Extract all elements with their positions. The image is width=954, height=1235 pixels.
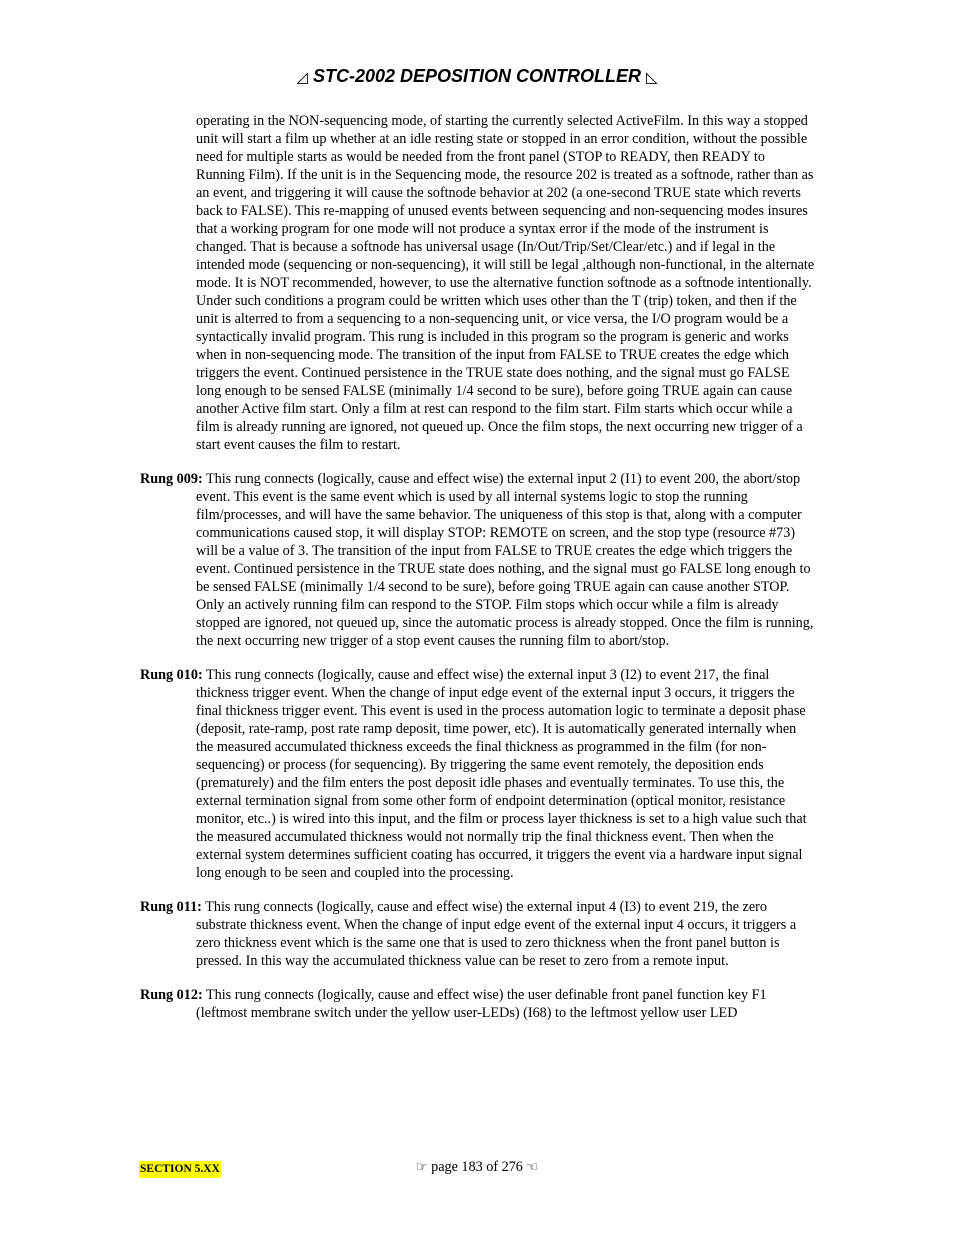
paragraph-text: This rung connects (logically, cause and effect wise) the user definable front panel function key F1 (leftmost membrane switch under the yellow user-LEDs) (I68) to the leftmost yellow user LED <box>196 987 767 1021</box>
paragraph-text: This rung connects (logically, cause and effect wise) the external input 3 (I2) to event 217, the final thickness trigger event. When the change of input edge event of the external input 3 occurs, it triggers the final thickness trigger event. This event is used in the process automation logic to terminate a deposit phase (deposit, rate-ramp, post rate ramp deposit, time power, etc). It is automatically generated internally when the measured accumulated thickness exceeds the final thickness as programmed in the film (for non-sequencing) or process (for sequencing). By triggering the same event remotely, the deposition ends (prematurely) and the film enters the post deposit idle phases and eventually terminates. To use this, the external termination signal from some other form of endpoint determination (optical monitor, resistance monitor, etc..) is wired into this input, and the film or process layer thickness is set to a high value such that the measured accumulated thickness would not normally trip the final thickness event. Then when the external system determines sufficient coating has occurred, it triggers the event via a hardware input signal long enough to be seen and coupled into the processing. <box>196 667 807 881</box>
rung-label: Rung 012: <box>140 987 203 1003</box>
rung-010-paragraph <box>140 666 816 882</box>
header-left-glyph: ◿ <box>296 69 308 86</box>
paragraph-text: This rung connects (logically, cause and effect wise) the external input 4 (I3) to event 219, the zero substrate thickness event. When the change of input edge event of the external input 4 occurs, it triggers a zero thickness event which is the same one that is used to zero thickness when the front panel button is pressed. In this way the accumulated thickness value can be reset to zero from a remote input. <box>196 899 797 969</box>
header-title: STC-2002 DEPOSITION CONTROLLER <box>312 66 642 86</box>
pointing-left-hand-icon: ☜ <box>526 1160 539 1175</box>
section-label: SECTION 5.XX <box>139 1161 221 1178</box>
rung-012-paragraph <box>140 986 816 1022</box>
page-number <box>0 1159 954 1176</box>
paragraph-text: operating in the NON-sequencing mode, of starting the currently selected ActiveFilm. In this way a stopped unit will start a film up whether at an idle resting state or stopped in an error condition, without the possible need for multiple starts as would be needed from the front panel (STOP to READY, then READY to Running Film). If the unit is in the Sequencing mode, the resource 202 is treated as a softnode, rather than as an event, and triggering it will cause the softnode behavior at 202 (a one-second TRUE state which reverts back to FALSE). This re-mapping of unused events between sequencing and non-sequencing modes insures that a working program for one mode will not produce a syntax error if the mode of the instrument is changed. That is because a softnode has universal usage (In/Out/Trip/Set/Clear/etc.) and if legal in the intended mode (sequencing or non-sequencing), it will still be legal ,although non-functional, in the alternate mode. It is NOT recommended, however, to use the alternative function softnode as a softnode intentionally. Under such conditions a program could be written which uses other than the T (trip) token, and then if the unit is alterred to from a sequencing to a non-sequencing unit, or vice versa, the I/O program would be a syntactically invalid program. This rung is included in this program so the program is generic and works when in non-sequencing mode. The transition of the input from FALSE to TRUE creates the edge which triggers the event. Continued persistence in the TRUE state does nothing, and the signal must go FALSE long enough to be sensed FALSE (minimally 1/4 second to be sure), before going TRUE again can cause another Active film start. Only a film at rest can respond to the film start. Film starts which occur while a film is already running are ignored, not queued up. Once the film stops, the next occurring new trigger of a start event causes the film to restart. <box>196 113 815 453</box>
document-body <box>140 112 816 1038</box>
rung-label: Rung 009: <box>140 471 203 487</box>
page-number-text: page 183 of 276 <box>431 1159 523 1175</box>
continuation-paragraph <box>140 112 816 454</box>
rung-011-paragraph <box>140 898 816 970</box>
header-right-glyph: ◺ <box>646 69 658 86</box>
page-header <box>0 66 954 87</box>
pointing-right-hand-icon: ☞ <box>415 1160 428 1175</box>
rung-009-paragraph <box>140 470 816 650</box>
paragraph-text: This rung connects (logically, cause and effect wise) the external input 2 (I1) to event 200, the abort/stop event. This event is the same event which is used by all internal systems logic to stop the running film/processes, and will have the same behavior. The uniqueness of this stop is that, along with a computer communications caused stop, it will display STOP: REMOTE on screen, and the stop type (resource #73) will be a value of 3. The transition of the input from FALSE to TRUE creates the edge which triggers the event. Continued persistence in the TRUE state does nothing, and the signal must go FALSE long enough to be sensed FALSE (minimally 1/4 second to be sure), before going TRUE again can cause another STOP. Only an actively running film can respond to the STOP. Film stops which occur while a film is already stopped are ignored, not queued up, since the automatic process is already stopped. Once the film is running, the next occurring new trigger of a stop event causes the running film to abort/stop. <box>196 471 814 649</box>
rung-label: Rung 010: <box>140 667 203 683</box>
rung-label: Rung 011: <box>140 899 202 915</box>
